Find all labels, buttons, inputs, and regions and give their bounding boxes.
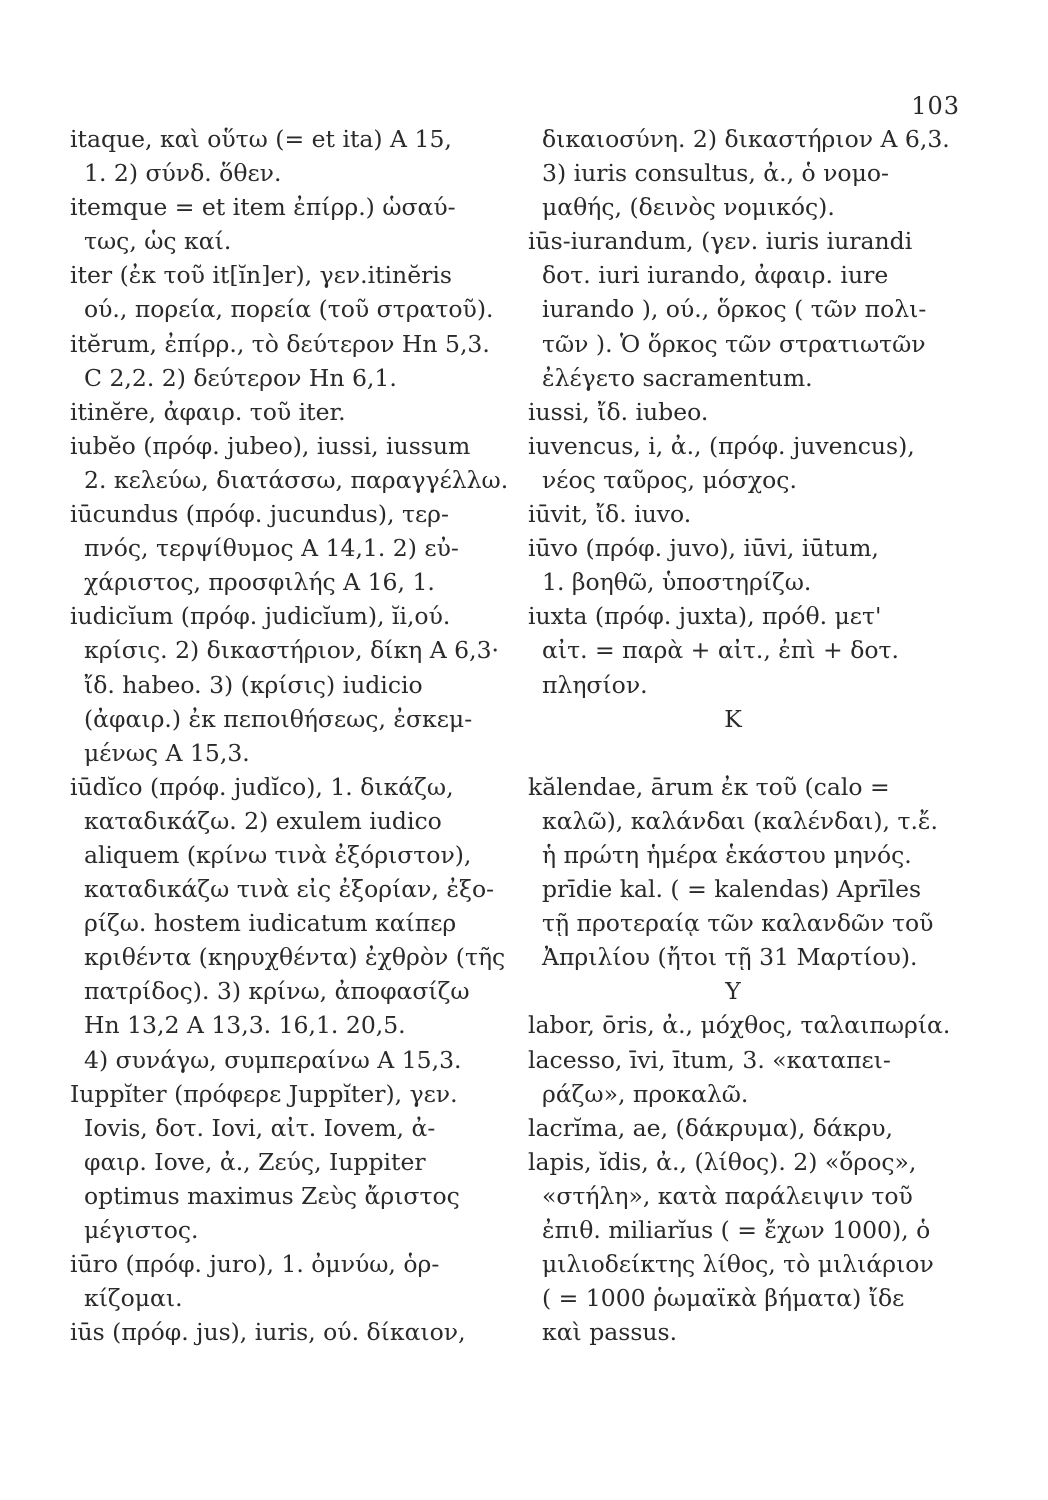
section-gap <box>528 736 968 770</box>
dictionary-line: καταδικάζω τινὰ εἰς ἐξορίαν, ἐξο- <box>84 875 495 904</box>
right-column-entries-j <box>528 122 968 702</box>
dictionary-line: lapis, ĭdis, ἀ., (λίθος). 2) «ὅρος», <box>528 1147 917 1176</box>
dictionary-line: iubĕo (πρόφ. jubeo), iussi, iussum <box>70 431 471 460</box>
dictionary-line: lacesso, īvi, ītum, 3. «καταπει- <box>528 1045 891 1074</box>
dictionary-line: iūcundus (πρόφ. jucundus), τερ- <box>70 500 449 529</box>
dictionary-line: iuxta (πρόφ. juxta), πρόθ. μετ' <box>528 602 882 631</box>
dictionary-line: 3) iuris consultus, ἀ., ὁ νομο- <box>542 159 889 188</box>
dictionary-line: πνός, τερψίθυμος A 14,1. 2) εὐ- <box>84 534 459 563</box>
dictionary-line: καλῶ), καλάνδαι (καλένδαι), τ.ἔ. <box>542 806 939 835</box>
dictionary-line: iudicĭum (πρόφ. judicĭum), ĭi,ού. <box>70 602 451 631</box>
dictionary-line: 2. κελεύω, διατάσσω, παραγγέλλω. <box>84 465 509 494</box>
dictionary-line: νέος ταῦρος, μόσχος. <box>542 465 797 494</box>
dictionary-line: ού., πορεία, πορεία (τοῦ στρατοῦ). <box>84 295 494 324</box>
right-column <box>528 122 968 1349</box>
dictionary-line: μέγιστος. <box>84 1216 199 1244</box>
dictionary-line: 1. βοηθῶ, ὑποστηρίζω. <box>542 568 812 597</box>
dictionary-line: πλησίον. <box>542 670 648 699</box>
dictionary-line: καταδικάζω. 2) exulem iudico <box>84 806 442 835</box>
dictionary-line: iūvit, ἴδ. iuvo. <box>528 500 692 529</box>
dictionary-line: καὶ passus. <box>542 1318 678 1347</box>
dictionary-line: kălendae, ārum ἐκ τοῦ (calo = <box>528 772 890 801</box>
dictionary-line: μαθής, (δεινὸς νομικός). <box>542 193 835 222</box>
dictionary-line: «στήλη», κατὰ παράλειψιν τοῦ <box>542 1181 913 1210</box>
dictionary-line: labor, ōris, ἀ., μόχθος, ταλαιπωρία. <box>528 1011 951 1040</box>
dictionary-line: δοτ. iuri iurando, ἀφαιρ. iure <box>542 261 889 290</box>
dictionary-line: itĕrum, ἐπίρρ., τὸ δεύτερον Hn 5,3. <box>70 329 490 358</box>
dictionary-line: Hn 13,2 A 13,3. 16,1. 20,5. <box>84 1011 406 1040</box>
dictionary-line: κίζομαι. <box>84 1284 183 1313</box>
dictionary-line: ἐλέγετο sacramentum. <box>542 363 813 392</box>
dictionary-line: optimus maximus Ζεὺς ἄριστος <box>84 1181 460 1210</box>
dictionary-line: (ἀφαιρ.) ἐκ πεποιθήσεως, ἐσκεμ- <box>84 704 473 733</box>
right-column-entries-k <box>528 770 968 975</box>
right-column-entries-l <box>528 1008 968 1349</box>
dictionary-line: χάριστος, προσφιλής A 16, 1. <box>84 568 435 597</box>
dictionary-line: iūdĭco (πρόφ. judĭco), 1. δικάζω, <box>70 772 454 801</box>
dictionary-line: κρίσις. 2) δικαστήριον, δίκη A 6,3· <box>84 636 499 665</box>
page-number: 103 <box>911 92 960 120</box>
dictionary-line: ρίζω. hostem iudicatum καίπερ <box>84 909 457 938</box>
dictionary-line: iter (ἐκ τοῦ it[ĭn]er), γεν.itinĕris <box>70 261 452 290</box>
dictionary-line: itinĕre, ἀφαιρ. τοῦ iter. <box>70 397 346 426</box>
dictionary-line: iūro (πρόφ. juro), 1. ὀμνύω, ὁρ- <box>70 1250 440 1279</box>
dictionary-line: iussi, ἴδ. iubeo. <box>528 397 709 426</box>
dictionary-line: τῇ προτεραίᾳ τῶν καλανδῶν τοῦ <box>542 909 934 938</box>
left-column <box>70 122 510 1349</box>
dictionary-line: itemque = et item ἐπίρρ.) ὡσαύ- <box>70 193 456 222</box>
dictionary-line: aliquem (κρίνω τινὰ ἐξόριστον), <box>84 840 472 869</box>
dictionary-line: φαιρ. Iove, ἀ., Ζεύς, Iuppiter <box>84 1147 426 1176</box>
dictionary-line: Ἀπριλίου (ἤτοι τῇ 31 Μαρτίου). <box>542 943 918 972</box>
dictionary-line: ( = 1000 ῥωμαϊκὰ βήματα) ἴδε <box>542 1284 905 1313</box>
dictionary-line: τῶν ). Ὁ ὅρκος τῶν στρατιωτῶν <box>542 329 926 358</box>
dictionary-line: μιλιοδείκτης λίθος, τὸ μιλιάριον <box>542 1250 934 1279</box>
dictionary-line: Iuppĭter (πρόφερε Juppĭter), γεν. <box>70 1079 458 1108</box>
dictionary-line: iūs-iurandum, (γεν. iuris iurandi <box>528 227 913 256</box>
dictionary-line: C 2,2. 2) δεύτερον Hn 6,1. <box>84 363 397 392</box>
dictionary-line: 4) συνάγω, συμπεραίνω A 15,3. <box>84 1045 462 1074</box>
dictionary-line: iūvo (πρόφ. juvo), iūvi, iūtum, <box>528 534 879 563</box>
dictionary-line: itaque, καὶ οὕτω (= et ita) A 15, <box>70 125 452 153</box>
dictionary-line: τως, ὡς καί. <box>84 227 232 256</box>
dictionary-line: μένως A 15,3. <box>84 738 250 767</box>
dictionary-line: δικαιοσύνη. 2) δικαστήριον A 6,3. <box>542 125 950 153</box>
dictionary-line: ράζω», προκαλῶ. <box>542 1079 749 1108</box>
dictionary-line: κριθέντα (κηρυχθέντα) ἐχθρὸν (τῆς <box>84 943 506 972</box>
dictionary-line: iurando ), ού., ὅρκος ( τῶν πολι- <box>542 295 927 324</box>
section-heading-k: K <box>724 704 742 733</box>
section-heading-l: Υ <box>725 977 741 1006</box>
dictionary-line: iuvencus, i, ἀ., (πρόφ. juvencus), <box>528 431 915 460</box>
dictionary-line: ἡ πρώτη ἡμέρα ἑκάστου μηνός. <box>542 840 912 869</box>
dictionary-line: iūs (πρόφ. jus), iuris, ού. δίκαιον, <box>70 1318 466 1347</box>
dictionary-line: ἐπιθ. miliarĭus ( = ἔχων 1000), ὁ <box>542 1216 931 1244</box>
dictionary-line: αἰτ. = παρὰ + αἰτ., ἐπὶ + δοτ. <box>542 636 899 665</box>
dictionary-line: 1. 2) σύνδ. ὅθεν. <box>84 159 282 188</box>
dictionary-line: prīdie kal. ( = kalendas) Aprīles <box>542 875 922 904</box>
dictionary-line: ἴδ. habeo. 3) (κρίσις) iudicio <box>84 670 423 699</box>
dictionary-line: Iovis, δοτ. Iovi, αἰτ. Iovem, ἀ- <box>84 1113 436 1142</box>
dictionary-line: lacrĭma, ae, (δάκρυμα), δάκρυ, <box>528 1113 894 1142</box>
dictionary-line: πατρίδος). 3) κρίνω, ἀποφασίζω <box>84 977 470 1006</box>
